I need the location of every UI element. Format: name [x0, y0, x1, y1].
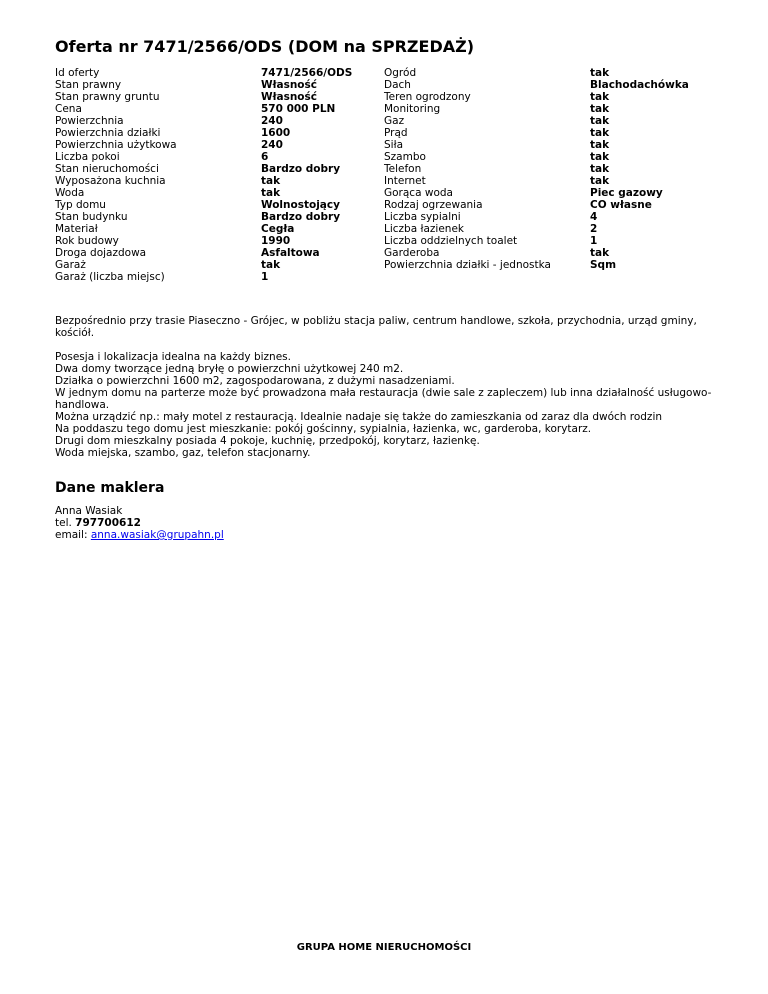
agent-phone-line	[55, 517, 224, 529]
detail-value: Wolnostojący	[261, 199, 340, 211]
detail-label: Powierzchnia	[55, 115, 124, 127]
details-right-labels	[384, 67, 551, 271]
detail-value: Bardzo dobry	[261, 163, 341, 175]
detail-value: 1	[590, 235, 598, 247]
detail-label: Prąd	[384, 127, 408, 139]
detail-value: tak	[590, 175, 610, 187]
detail-label: Garaż (liczba miejsc)	[55, 271, 165, 283]
details-right-values	[590, 67, 689, 271]
detail-value: tak	[590, 163, 610, 175]
detail-label: Materiał	[55, 223, 98, 235]
detail-value: tak	[590, 67, 610, 79]
detail-label: Szambo	[384, 151, 426, 163]
detail-label: Gaz	[384, 115, 405, 127]
detail-label: Stan prawny	[55, 79, 122, 91]
agent-email-label: email:	[55, 529, 91, 541]
description-intro: Bezpośrednio przy trasie Piaseczno - Grójec, w pobliżu stacja paliw, centrum handlowe, szkoła, przychodnia, urząd gminy, kościół.	[55, 315, 697, 339]
footer-company-name: GRUPA HOME NIERUCHOMOŚCI	[296, 942, 472, 953]
offer-description	[55, 315, 715, 471]
detail-value: 240	[261, 115, 283, 127]
detail-value: tak	[590, 91, 610, 103]
details-left-values	[261, 67, 352, 283]
detail-label: Droga dojazdowa	[55, 247, 147, 259]
detail-label: Garderoba	[384, 247, 440, 259]
detail-label: Rodzaj ogrzewania	[384, 199, 483, 211]
detail-value: 4	[590, 211, 598, 223]
detail-label: Stan prawny gruntu	[55, 91, 160, 103]
detail-label: Teren ogrodzony	[384, 91, 471, 103]
detail-label: Telefon	[384, 163, 422, 175]
detail-value: Własność	[261, 91, 317, 103]
agent-phone-label: tel.	[55, 517, 76, 529]
detail-value: Bardzo dobry	[261, 211, 341, 223]
detail-label: Cena	[55, 103, 82, 115]
detail-label: Rok budowy	[55, 235, 119, 247]
detail-label: Powierzchnia działki - jednostka	[384, 259, 551, 271]
detail-value: tak	[261, 259, 281, 271]
detail-label: Dach	[384, 79, 411, 91]
detail-label: Liczba łazienek	[384, 223, 464, 235]
detail-value: Piec gazowy	[590, 187, 663, 199]
detail-value: CO własne	[590, 199, 652, 211]
detail-value: 2	[590, 223, 598, 235]
detail-value: 240	[261, 139, 283, 151]
detail-value: tak	[590, 247, 610, 259]
detail-value: tak	[590, 103, 610, 115]
detail-value: 1	[261, 271, 269, 283]
detail-label: Liczba oddzielnych toalet	[384, 235, 518, 247]
detail-value: Własność	[261, 79, 317, 91]
detail-label: Stan budynku	[55, 211, 128, 223]
agent-info	[55, 505, 224, 541]
detail-label: Wyposażona kuchnia	[55, 175, 166, 187]
detail-value: 570 000 PLN	[261, 103, 336, 115]
detail-label: Powierzchnia użytkowa	[55, 139, 177, 151]
agent-email-link[interactable]: anna.wasiak@grupahn.pl	[90, 529, 224, 541]
details-left-labels	[55, 67, 177, 283]
detail-label: Ogród	[384, 67, 417, 79]
detail-label: Typ domu	[55, 199, 106, 211]
detail-label: Liczba pokoi	[55, 151, 120, 163]
detail-value: tak	[590, 127, 610, 139]
agent-heading: Dane maklera	[55, 480, 165, 496]
detail-value: tak	[261, 175, 281, 187]
detail-value: Asfaltowa	[261, 247, 320, 259]
detail-value: tak	[261, 187, 281, 199]
detail-label: Internet	[384, 175, 426, 187]
detail-label: Liczba sypialni	[384, 211, 461, 223]
detail-label: Powierzchnia działki	[55, 127, 161, 139]
detail-label: Siła	[384, 139, 404, 151]
detail-value: tak	[590, 139, 610, 151]
detail-label: Monitoring	[384, 103, 441, 115]
detail-label: Id oferty	[55, 67, 100, 79]
detail-value: 6	[261, 151, 269, 163]
detail-value: tak	[590, 151, 610, 163]
detail-value: Sqm	[590, 259, 617, 271]
agent-email-line	[55, 529, 224, 541]
agent-phone: 797700612	[75, 517, 141, 529]
page-title: Oferta nr 7471/2566/ODS (DOM na SPRZEDAŻ)	[55, 37, 475, 56]
detail-value: Cegła	[261, 223, 295, 235]
detail-label: Gorąca woda	[384, 187, 453, 199]
detail-value: 1600	[261, 127, 291, 139]
agent-name: Anna Wasiak	[55, 505, 123, 517]
detail-value: 7471/2566/ODS	[261, 67, 353, 79]
detail-value: Blachodachówka	[590, 79, 689, 91]
detail-value: tak	[590, 115, 610, 127]
detail-label: Woda	[55, 187, 85, 199]
detail-value: 1990	[261, 235, 291, 247]
detail-label: Garaż	[55, 259, 86, 271]
detail-label: Stan nieruchomości	[55, 163, 159, 175]
description-body: Posesja i lokalizacja idealna na każdy biznes. Dwa domy tworzące jedną bryłę o powierzchni użytkowej 240 m2. Działka o powierzchni 1600 m2, zagospodarowana, z dużymi nasadzeniami. W jednym domu na parterze może być prowadzona mała restauracja (dwie sale z zapleczem) lub inna działalność usługowo-handlowa. Można urządzić np.: mały motel z restauracją. Idealnie nadaje się także do zamieszkania od zaraz dla dwóch rodzin Na poddaszu tego domu jest mieszkanie: pokój gościnny, sypialnia, łazienka, wc, garderoba, korytarz. Drugi dom mieszkalny posiada 4 pokoje, kuchnię, przedpokój, korytarz, łazienkę. Woda miejska, szambo, gaz, telefon stacjonarny.	[55, 351, 712, 459]
